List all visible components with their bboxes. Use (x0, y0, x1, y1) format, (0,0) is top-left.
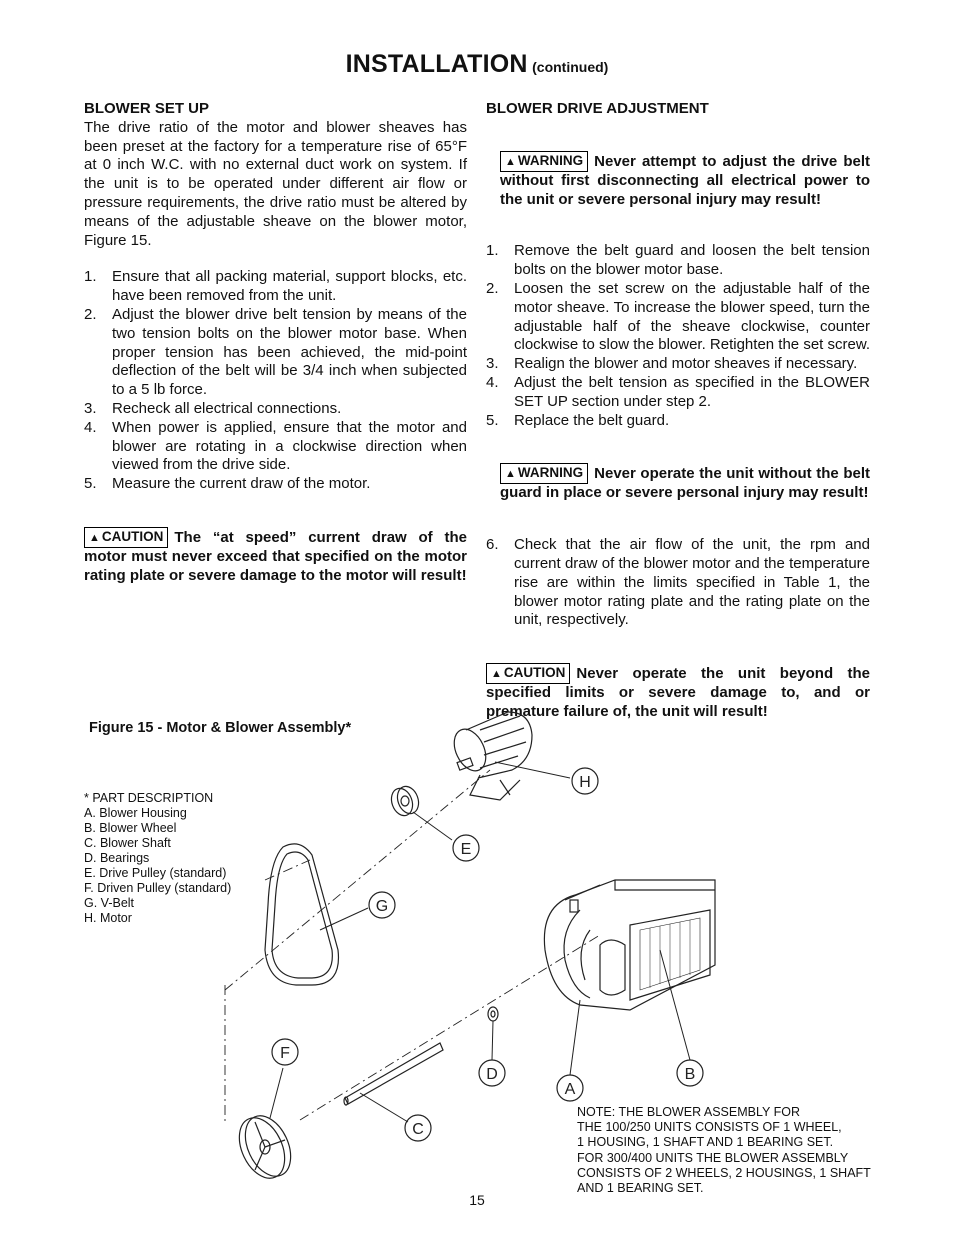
part-item: A. Blower Housing (84, 806, 187, 820)
svg-text:A: A (564, 1081, 576, 1098)
drive-pulley-drawing (388, 783, 422, 818)
part-item: D. Bearings (84, 851, 150, 865)
callout-c (405, 1115, 431, 1141)
callout-d (479, 1060, 505, 1086)
parts-title: * PART DESCRIPTION (84, 791, 214, 805)
step-number: 3. (84, 399, 97, 417)
page-number: 15 (469, 1192, 485, 1208)
step-text: Recheck all electrical connections. (112, 399, 342, 417)
blower-shaft-drawing (344, 1043, 443, 1105)
step-text: Replace the belt guard. (514, 411, 670, 429)
svg-text:C: C (412, 1121, 424, 1138)
step-text: Loosen the set screw on the adjustable half of the motor sheave. To increase the blower speed, turn the adjustable half of the sheave clockwise, counter clockwise to slow the blower. Retighten the set screw. (514, 279, 871, 354)
callout-g (369, 892, 395, 918)
note-line: AND 1 BEARING SET. (577, 1181, 704, 1196)
callout-b (677, 1060, 703, 1086)
part-item: C. Blower Shaft (84, 836, 171, 850)
title-subtitle: (continued) (532, 59, 609, 75)
callout-h (572, 768, 598, 794)
svg-text:F: F (280, 1045, 290, 1062)
motor-drawing (448, 712, 532, 800)
part-item: G. V-Belt (84, 896, 135, 910)
note-line: NOTE: THE BLOWER ASSEMBLY FOR (577, 1105, 800, 1119)
step-text: Adjust the blower drive belt tension by means of the two tension bolts on the blower motor base. When proper tension has been achieved, the mid-point deflection of the belt will be 3/4 inch when subjected to a 5 lb force. (112, 305, 467, 399)
step-number: 1. (486, 242, 499, 260)
part-item: E. Drive Pulley (standard) (84, 866, 227, 880)
svg-text:D: D (486, 1066, 498, 1083)
blower-assembly-note (577, 1105, 877, 1196)
svg-text:E: E (460, 841, 472, 858)
svg-text:G: G (375, 898, 389, 915)
blower-drive-heading: BLOWER DRIVE ADJUSTMENT (486, 100, 709, 117)
blower-setup-intro: The drive ratio of the motor and blower sheaves has been preset at the factory for a temperature rise of 65°F at 0 inch W.C. with no external duct work on system. If the unit is to be operated under different air flow or pressure requirements, the drive ratio must be altered by means of the adjustable sheave on the blower motor, Figure 15. (84, 118, 467, 249)
warning-triangle-icon: ▲ (505, 468, 516, 481)
note-line: 1 HOUSING, 1 SHAFT AND 1 BEARING SET. (577, 1135, 834, 1150)
svg-text:B: B (684, 1066, 696, 1083)
caution-label: CAUTION (503, 665, 566, 681)
warning-label: WARNING (517, 152, 584, 168)
step-text: Ensure that all packing material, support blocks, etc. have been removed from the unit. (112, 268, 467, 305)
note-line: THE 100/250 UNITS CONSISTS OF 1 WHEEL, (577, 1120, 842, 1135)
svg-text:H: H (579, 774, 591, 791)
warning-triangle-icon: ▲ (505, 155, 516, 168)
step-number: 4. (486, 373, 499, 391)
step-text: Remove the belt guard and loosen the belt tension bolts on the blower motor base. (514, 242, 870, 279)
part-item: F. Driven Pulley (standard) (84, 881, 232, 895)
callout-e (453, 835, 479, 861)
step-text: Check that the air flow of the unit, the rpm and current draw of the blower motor and the temperature rise are within the limits specified in Table 1, the blower motor rating plate and the rating plate on the unit, respectively. (514, 536, 870, 629)
step-number: 2. (84, 305, 97, 323)
step-number: 5. (486, 411, 499, 429)
step-number: 5. (84, 475, 97, 493)
step-text: When power is applied, ensure that the motor and blower are rotating in a clockwise direction when viewed from the drive side. (112, 418, 467, 474)
center-lines (225, 770, 600, 1125)
callouts (272, 768, 703, 1141)
figure-caption: Figure 15 - Motor & Blower Assembly* (89, 720, 352, 736)
warning-triangle-icon: ▲ (89, 531, 100, 544)
callout-f (272, 1039, 298, 1065)
title-text: INSTALLATION (345, 50, 528, 78)
bearing-drawing (488, 1007, 498, 1021)
step-number: 1. (84, 268, 97, 286)
step-text: Realign the blower and motor sheaves if necessary. (514, 355, 858, 373)
v-belt-drawing (265, 844, 338, 985)
step-number: 4. (84, 418, 97, 436)
step-number: 6. (486, 536, 499, 554)
warning-triangle-icon: ▲ (491, 668, 502, 681)
warning-label: WARNING (517, 465, 584, 481)
part-item: H. Motor (84, 911, 132, 925)
note-line: FOR 300/400 UNITS THE BLOWER ASSEMBLY (577, 1150, 849, 1165)
step-number: 3. (486, 355, 499, 373)
caution-label: CAUTION (101, 528, 164, 544)
blower-setup-heading: BLOWER SET UP (84, 100, 210, 117)
warning-text: Never operate the unit without the belt guard in place or severe personal injury may result! (500, 465, 870, 502)
warning-text: Never attempt to adjust the drive belt without first disconnecting all electrical power to the unit or severe personal injury may result! (500, 152, 870, 208)
step-text: Adjust the belt tension as specified in the BLOWER SET UP section under step 2. (514, 373, 870, 410)
note-line: CONSISTS OF 2 WHEELS, 2 HOUSINGS, 1 SHAFT (577, 1165, 871, 1180)
blower-housing-drawing (544, 880, 715, 1010)
callout-a (557, 1075, 583, 1101)
part-item: B. Blower Wheel (84, 821, 177, 835)
caution-text: Never operate the unit beyond the specified limits or severe damage to, and or premature failure of, the unit will result! (486, 665, 870, 720)
driven-pulley-drawing (230, 1109, 299, 1186)
step-number: 2. (486, 279, 499, 297)
caution-text: The “at speed” current draw of the motor must never exceed that specified on the motor rating plate or severe damage to the motor will result! (84, 528, 467, 584)
step-text: Measure the current draw of the motor. (112, 475, 371, 493)
